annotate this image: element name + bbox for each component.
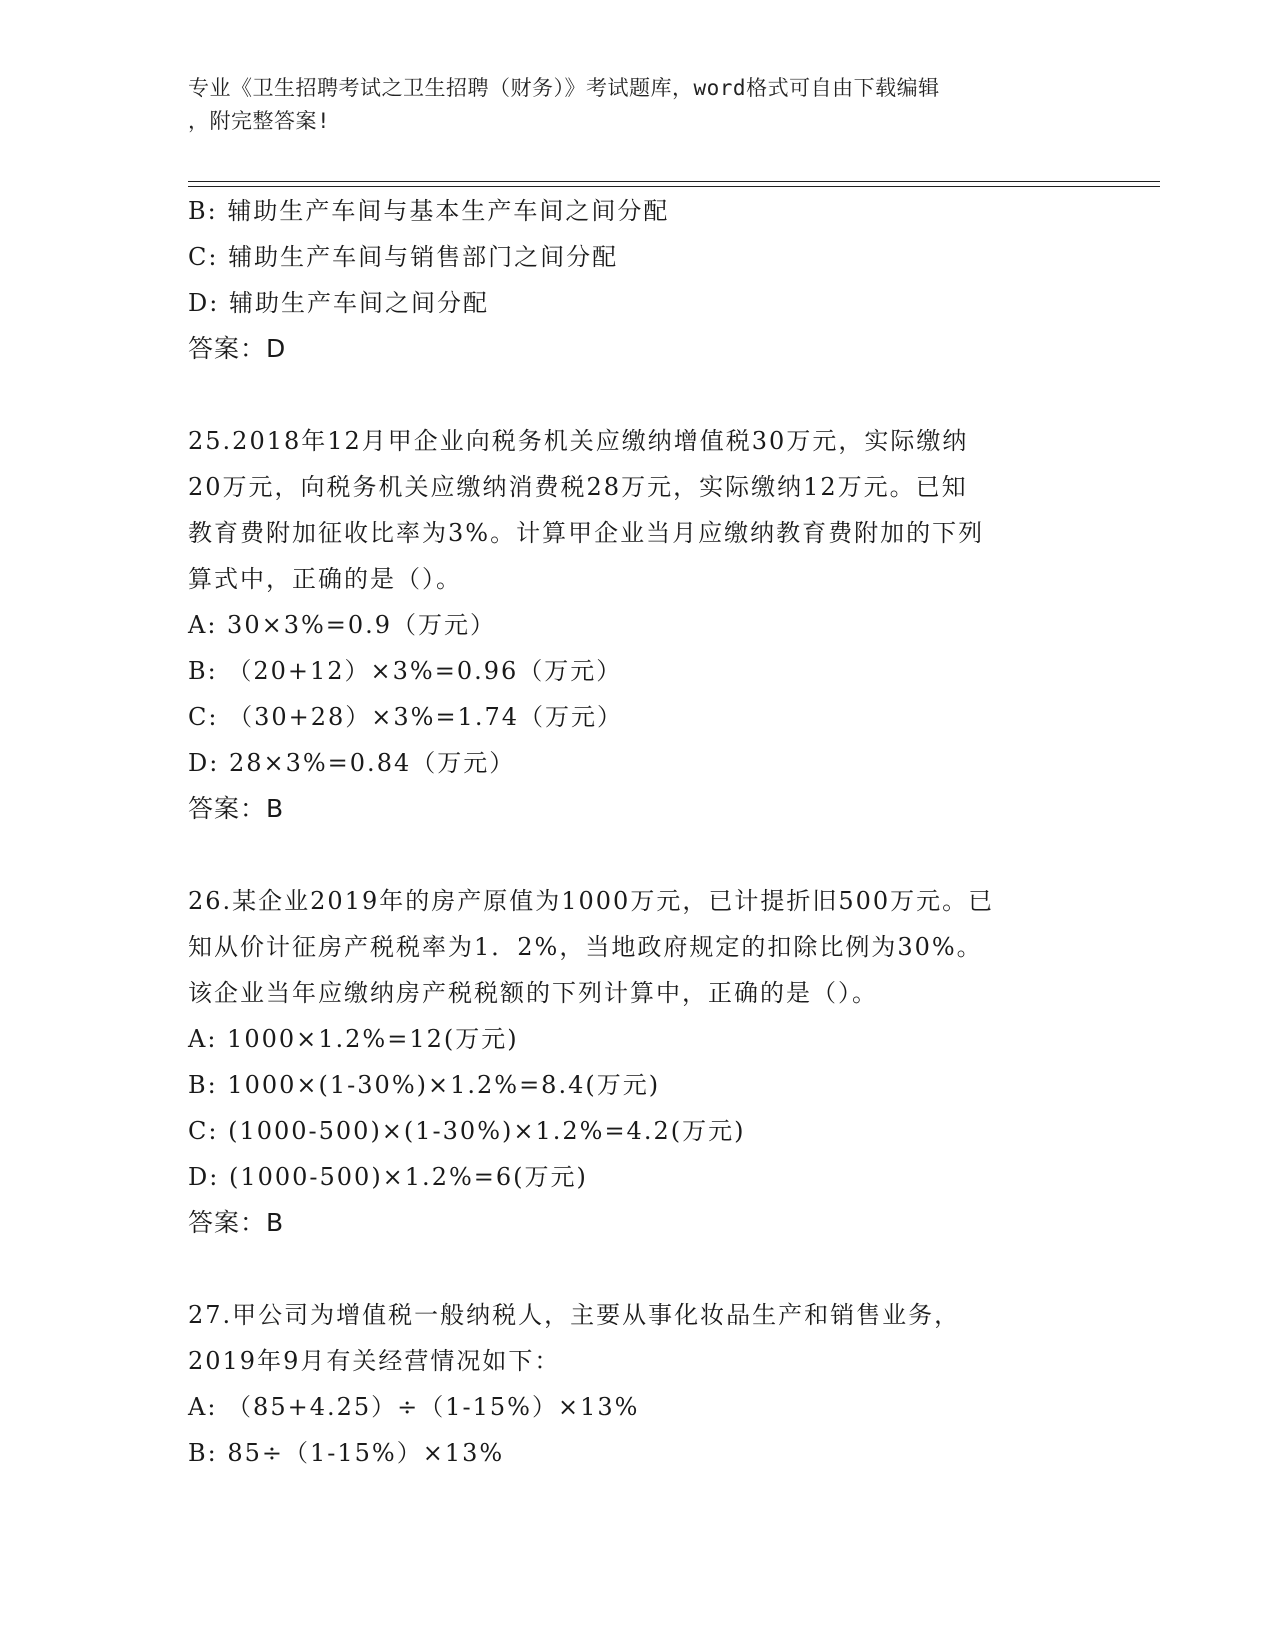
option-b: B: （20+12）×3%=0.96（万元） <box>188 657 623 685</box>
option-b: B: 85÷（1-15%）×13% <box>188 1439 505 1467</box>
document-header <box>188 72 1088 138</box>
option-a: A: 1000×1.2%=12(万元) <box>188 1025 519 1053</box>
header-line-1: 专业《卫生招聘考试之卫生招聘（财务）》考试题库，word格式可自由下载编辑 <box>188 76 940 100</box>
question-24 <box>188 188 1088 372</box>
answer: 答案：B <box>188 794 285 823</box>
answer: 答案：D <box>188 334 287 363</box>
spacer <box>188 832 1088 878</box>
spacer <box>188 1246 1088 1292</box>
option-a: A: （85+4.25）÷（1-15%）×13% <box>188 1393 640 1421</box>
question-stem-line: 27.甲公司为增值税一般纳税人，主要从事化妆品生产和销售业务， <box>188 1301 961 1329</box>
question-25 <box>188 418 1088 832</box>
question-stem-line: 算式中，正确的是（）。 <box>188 565 462 593</box>
question-27 <box>188 1292 1088 1476</box>
option-d: D: 28×3%=0.84（万元） <box>188 749 516 777</box>
question-stem-line: 25.2018年12月甲企业向税务机关应缴纳增值税30万元，实际缴纳 <box>188 427 969 455</box>
option-d: D: 辅助生产车间之间分配 <box>188 289 489 317</box>
option-a: A: 30×3%=0.9（万元） <box>188 611 497 639</box>
header-divider-bottom <box>188 186 1160 187</box>
question-stem-line: 教育费附加征收比率为3%。计算甲企业当月应缴纳教育费附加的下列 <box>188 519 985 547</box>
question-stem-line: 知从价计征房产税税率为1．2%，当地政府规定的扣除比例为30%。 <box>188 933 983 961</box>
option-c: C: （30+28）×3%=1.74（万元） <box>188 703 623 731</box>
document-body <box>188 188 1088 1476</box>
option-c: C: 辅助生产车间与销售部门之间分配 <box>188 243 619 271</box>
answer: 答案：B <box>188 1208 285 1237</box>
option-c: C: (1000-500)×(1-30%)×1.2%=4.2(万元) <box>188 1117 746 1145</box>
question-26 <box>188 878 1088 1246</box>
question-stem-line: 26.某企业2019年的房产原值为1000万元，已计提折旧500万元。已 <box>188 887 995 915</box>
question-stem-line: 该企业当年应缴纳房产税税额的下列计算中，正确的是（）。 <box>188 979 878 1007</box>
option-d: D: (1000-500)×1.2%=6(万元) <box>188 1163 588 1191</box>
option-b: B: 辅助生产车间与基本生产车间之间分配 <box>188 197 670 225</box>
header-divider-top <box>188 181 1160 182</box>
spacer <box>188 372 1088 418</box>
question-stem-line: 20万元，向税务机关应缴纳消费税28万元，实际缴纳12万元。已知 <box>188 473 968 501</box>
header-line-2: ，附完整答案! <box>188 109 331 133</box>
option-b: B: 1000×(1-30%)×1.2%=8.4(万元) <box>188 1071 661 1099</box>
question-stem-line: 2019年9月有关经营情况如下： <box>188 1347 561 1375</box>
